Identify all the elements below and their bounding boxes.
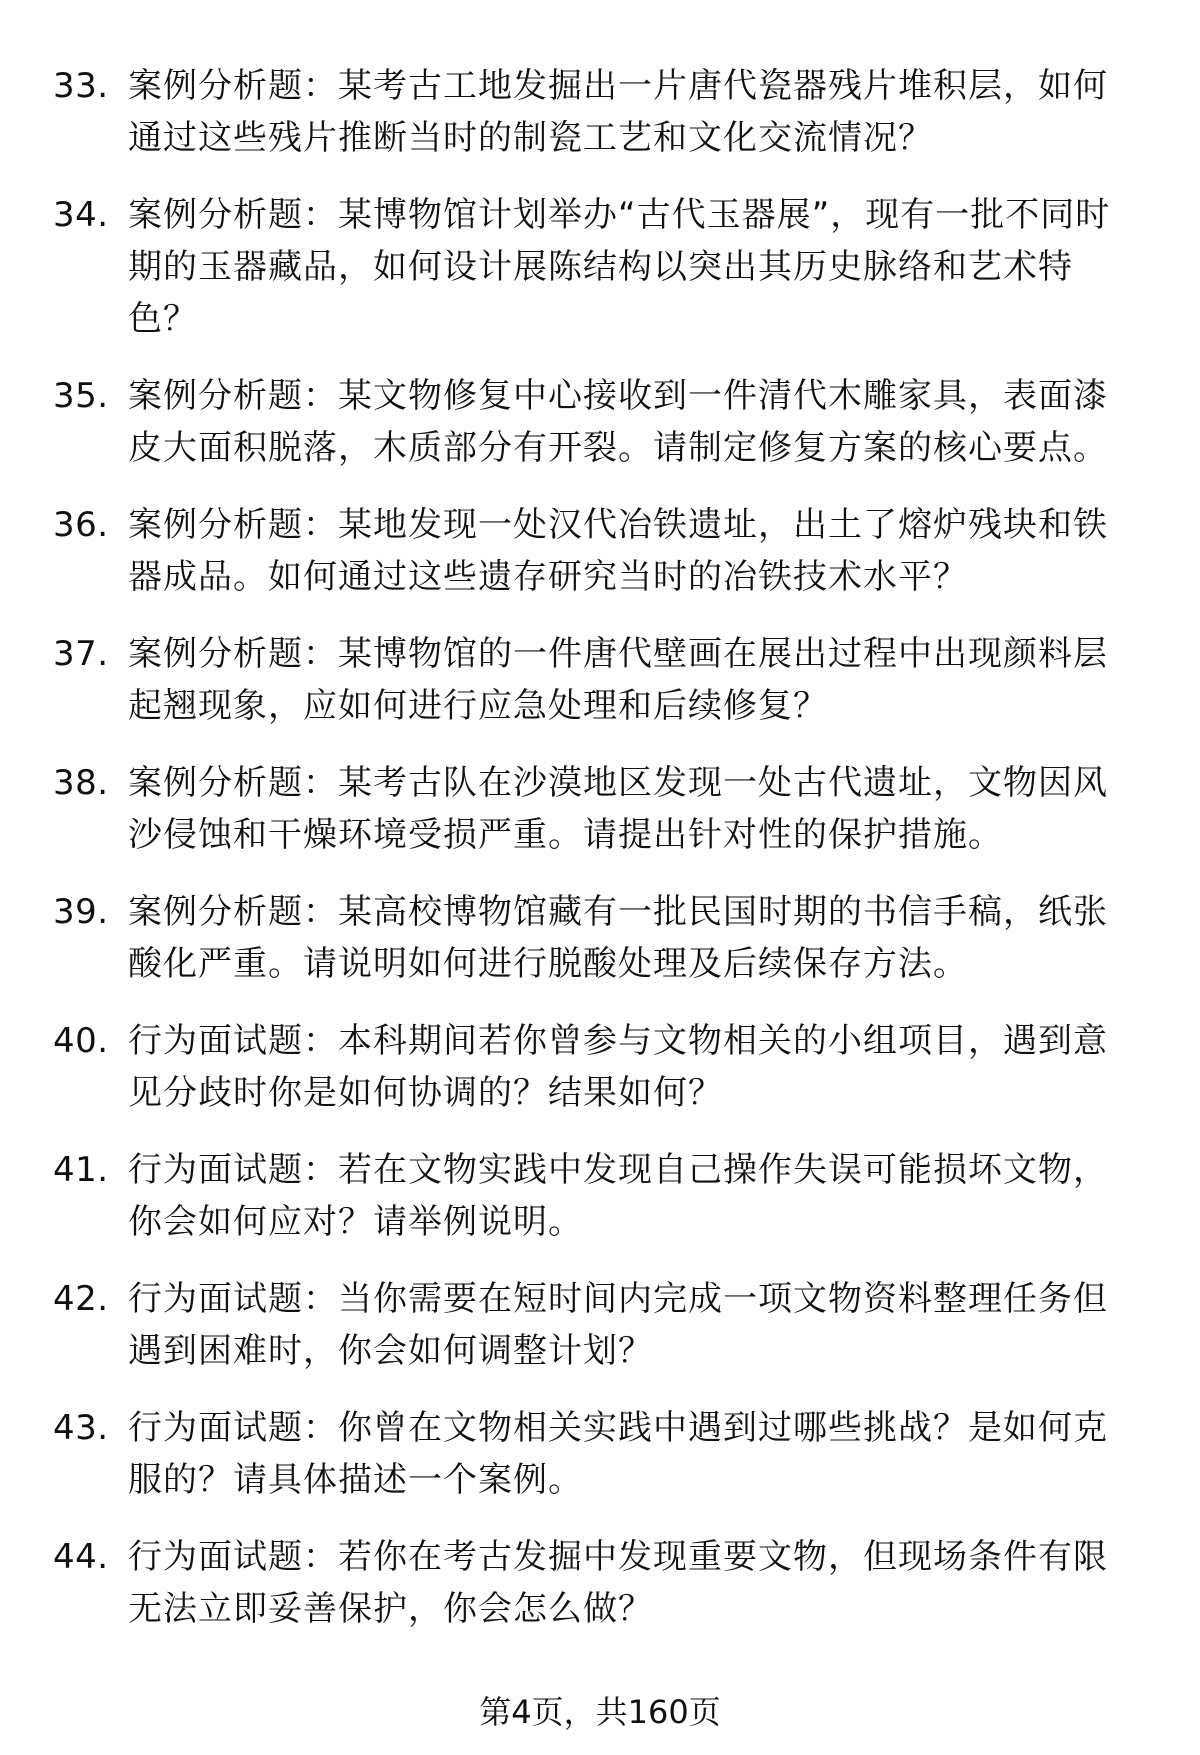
question-number: 38. [53, 763, 109, 803]
question-text: 行为面试题：当你需要在短时间内完成一项文物资料整理任务但遇到困难时，你会如何调整计划？ [128, 1279, 1108, 1371]
question-number: 40. [53, 1021, 109, 1061]
question-text: 行为面试题：你曾在文物相关实践中遇到过哪些挑战？是如何克服的？请具体描述一个案例。 [128, 1408, 1108, 1500]
question-number: 43. [53, 1408, 109, 1448]
question-item [0, 1273, 1200, 1377]
question-text: 案例分析题：某博物馆计划举办“古代玉器展”，现有一批不同时期的玉器藏品，如何设计展陈结构以突出其历史脉络和艺术特色？ [128, 195, 1111, 339]
question-text: 案例分析题：某博物馆的一件唐代壁画在展出过程中出现颜料层起翘现象，应如何进行应急处理和后续修复？ [128, 634, 1108, 726]
question-item [0, 1402, 1200, 1506]
question-text: 案例分析题：某地发现一处汉代冶铁遗址，出土了熔炉残块和铁器成品。如何通过这些遗存研究当时的冶铁技术水平？ [128, 505, 1108, 597]
question-item [0, 370, 1200, 474]
question-text: 行为面试题：若你在考古发掘中发现重要文物，但现场条件有限无法立即妥善保护，你会怎么做？ [128, 1537, 1108, 1629]
question-item [0, 499, 1200, 603]
question-item [0, 886, 1200, 990]
question-number: 37. [53, 634, 109, 674]
question-text: 案例分析题：某考古工地发掘出一片唐代瓷器残片堆积层，如何通过这些残片推断当时的制瓷工艺和文化交流情况？ [128, 66, 1108, 158]
question-number: 35. [53, 376, 109, 416]
question-text: 案例分析题：某高校博物馆藏有一批民国时期的书信手稿，纸张酸化严重。请说明如何进行脱酸处理及后续保存方法。 [128, 892, 1108, 984]
question-item [0, 1015, 1200, 1119]
question-number: 42. [53, 1279, 109, 1319]
question-number: 41. [53, 1150, 109, 1190]
page-footer: 第4页，共160页 [479, 1693, 721, 1731]
question-number: 34. [53, 195, 109, 235]
question-text: 案例分析题：某文物修复中心接收到一件清代木雕家具，表面漆皮大面积脱落，木质部分有开裂。请制定修复方案的核心要点。 [128, 376, 1108, 468]
question-number: 33. [53, 66, 109, 106]
question-list [0, 60, 1200, 1660]
question-item [0, 1531, 1200, 1635]
question-item [0, 628, 1200, 732]
question-item [0, 189, 1200, 345]
question-text: 行为面试题：若在文物实践中发现自己操作失误可能损坏文物，你会如何应对？请举例说明。 [128, 1150, 1108, 1242]
question-item [0, 757, 1200, 861]
question-item [0, 60, 1200, 164]
question-text: 行为面试题：本科期间若你曾参与文物相关的小组项目，遇到意见分歧时你是如何协调的？结果如何？ [128, 1021, 1108, 1113]
question-text: 案例分析题：某考古队在沙漠地区发现一处古代遗址，文物因风沙侵蚀和干燥环境受损严重。请提出针对性的保护措施。 [128, 763, 1108, 855]
question-number: 39. [53, 892, 109, 932]
question-item [0, 1144, 1200, 1248]
question-number: 36. [53, 505, 109, 545]
question-number: 44. [53, 1537, 109, 1577]
